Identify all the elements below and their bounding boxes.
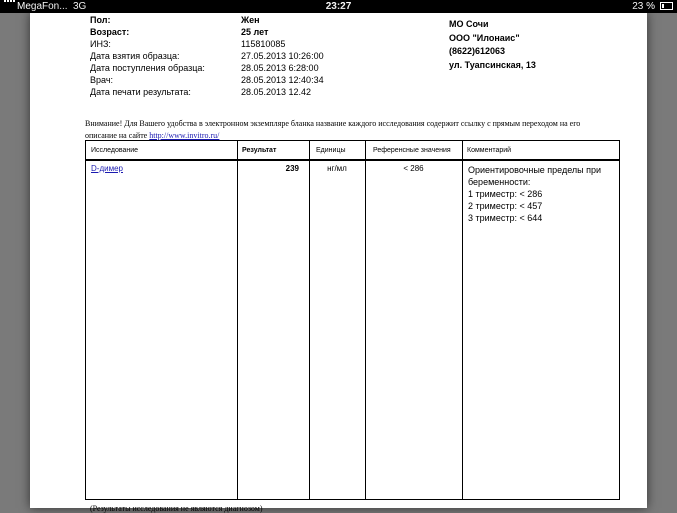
footer-note: (Результаты исследования не являются диагнозом) [90,504,263,513]
comment-line: Ориентировочные пределы при [468,165,602,175]
patient-row [90,38,390,50]
column-divider [365,141,366,499]
patient-row [90,26,390,38]
battery-icon [660,2,673,10]
clinic-company: ООО "Илонаис" [449,32,520,43]
patient-row [90,50,390,62]
patient-row [90,14,390,26]
patient-field-label: Дата поступления образца: [90,63,205,73]
invitro-link[interactable]: http://www.invitro.ru/ [149,131,220,140]
column-divider [237,141,238,499]
patient-field-label: Врач: [90,75,114,85]
patient-field-value: Жен [241,15,260,25]
patient-field-label: ИНЗ: [90,39,111,49]
battery-level-fill [662,4,664,8]
test-name[interactable] [91,164,123,173]
header-test: Исследование [91,147,139,154]
patient-row [90,62,390,74]
patient-info [90,14,390,98]
column-divider [309,141,310,499]
patient-field-value: 115810085 [241,39,286,49]
header-comment: Комментарий [467,147,512,154]
patient-field-value: 28.05.2013 6:28:00 [241,63,319,73]
comment-line: беременности: [468,177,531,187]
results-table [85,140,620,500]
comment-line: 1 триместр: < 286 [468,189,543,199]
notice-message: Внимание! Для Вашего удобства в электронном экземпляре бланка название каждого исследования содержит ссылку с прямым переходом на его описание на сайте [85,119,581,140]
patient-field-label: Дата взятия образца: [90,51,180,61]
patient-field-value: 28.05.2013 12:40:34 [241,75,324,85]
patient-row [90,74,390,86]
clock: 23:27 [325,1,352,12]
status-bar [0,0,677,13]
network-type: 3G [73,1,87,12]
clinic-info [449,18,536,72]
test-link-d-dimer[interactable]: D-димер [91,164,123,173]
battery-percentage: 23 % [632,1,655,12]
patient-row [90,86,390,98]
patient-field-label: Возраст: [90,27,130,37]
header-units: Единицы [316,147,346,154]
reference-value: < 286 [403,164,424,173]
comment-text [468,164,618,224]
units-value: нг/мл [327,164,347,173]
document-page[interactable] [30,13,647,513]
patient-field-value: 25 лет [241,27,269,37]
header-result: Результат [242,147,277,154]
patient-field-label: Дата печати результата: [90,87,191,97]
patient-field-label: Пол: [90,15,111,25]
header-reference: Референсные значения [373,147,451,154]
patient-field-value: 27.05.2013 10:26:00 [241,51,324,61]
clinic-name: МО Сочи [449,19,489,29]
column-divider [462,141,463,499]
clinic-address: ул. Туапсинская, 13 [449,59,536,70]
notice-text [85,118,605,142]
comment-line: 2 триместр: < 457 [468,201,543,211]
patient-field-value: 28.05.2013 12.42 [241,87,312,97]
header-divider [86,159,619,161]
result-value: 239 [285,164,299,173]
carrier-name: MegaFon... [17,1,68,12]
clinic-phone: (8622)612063 [449,46,506,56]
comment-line: 3 триместр: < 644 [468,213,543,223]
